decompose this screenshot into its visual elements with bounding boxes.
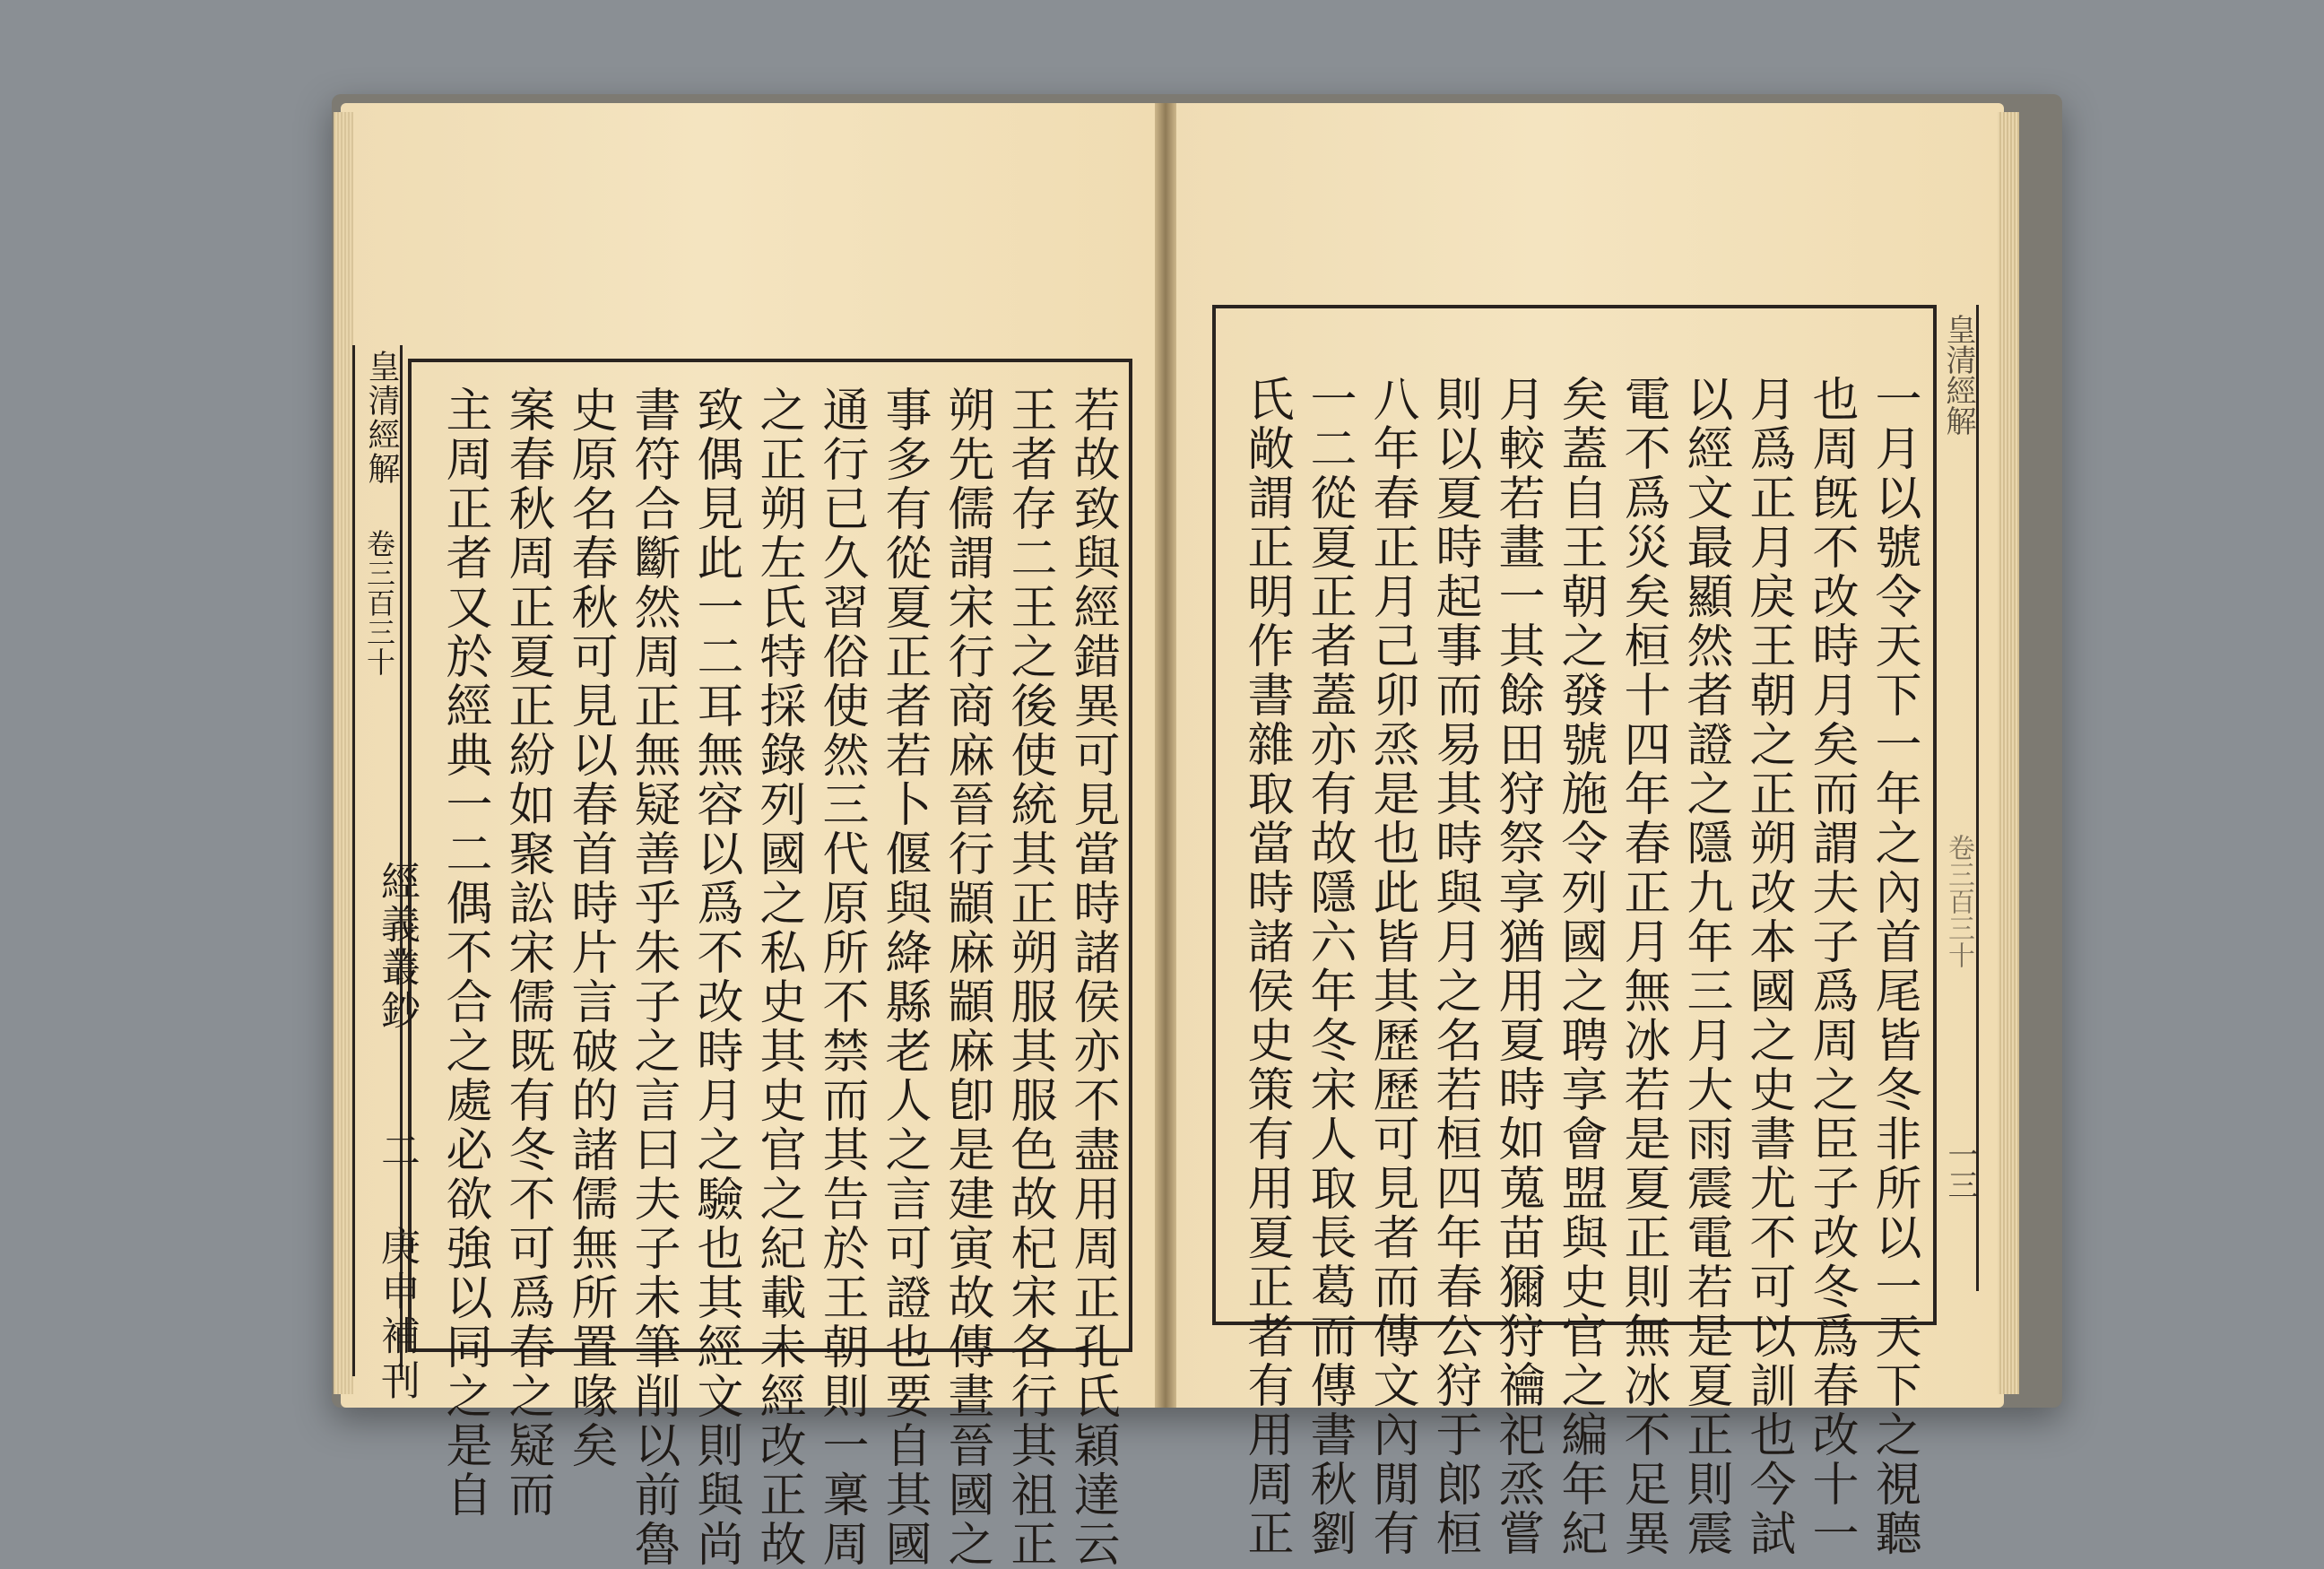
right-column-2: 也周旣不改時月矣而謂夫子爲周之臣子改冬爲春改十一 [1804,375,1858,1558]
left-column-11: 主周正者又於經典一二偶不合之處必欲強以同之是自 [438,386,491,1520]
right-column-4: 以經文最顯然者證之隱九年三月大雨震電若是夏正則震 [1678,375,1732,1558]
left-page-edges [334,112,353,1394]
right-column-8: 則以夏時起事而易其時與月之名若桓四年春公狩于郎桓 [1427,375,1481,1558]
left-column-4: 事多有從夏正者若卜偃與絳縣老人之言可證也要自其國 [877,386,931,1569]
right-column-1: 一月以號令天下一年之內首尾皆冬非所以一天下之視聽 [1867,375,1921,1558]
left-column-5: 通行已久習俗使然三代原所不禁而其告於王朝則一稟周 [814,386,868,1569]
left-column-8: 書符合斷然周正無疑善乎朱子之言曰夫子未筆削以前魯 [626,386,680,1569]
right-column-7: 月較若畫一其餘田狩祭享猶用夏時如蒐苗獮狩禴祀烝嘗 [1490,375,1544,1558]
left-column-2: 王者存二王之後使統其正朔服其服色故杞宋各行其祖正 [1002,386,1056,1569]
right-margin-leaf: 一三 [1942,1139,1978,1200]
right-margin-volume: 卷三百三十 [1943,834,1974,968]
left-column-6: 之正朔左氏特採錄列國之私史其史官之紀載未經改正故 [751,386,805,1569]
right-margin-title: 皇清經解 [1940,314,1976,436]
right-column-10: 一二從夏正者蓋亦有故隱六年冬宋人取長葛而傳書秋劉 [1302,375,1356,1558]
left-column-9: 史原名春秋可見以春首時片言破的諸儒無所置喙矣 [563,386,617,1470]
right-column-9: 八年春正月己卯烝是也此皆其歷歷可見者而傳文內閒有 [1365,375,1418,1558]
left-margin-title: 皇清經解 [363,350,400,486]
series-label: 經義叢鈔 [374,861,420,1033]
right-column-11: 氏敞謂正明作書雜取當時諸侯史策有用夏正者有用周正 [1239,375,1293,1558]
left-column-3: 朔先儒謂宋行商麻晉行顓麻顓麻卽是建寅故傳晝晉國之 [940,386,993,1569]
right-column-3: 月爲正月戾王朝之正朔改本國之史書尤不可以訓也今試 [1741,375,1795,1558]
left-column-7: 致偶見此一二耳無容以爲不改時月之驗也其經文則與尚 [689,386,742,1569]
right-page-edges [1998,112,2019,1394]
left-margin-volume: 卷三百三十 [362,529,396,677]
left-column-10: 案春秋周正夏正紛如聚訟宋儒既有冬不可爲春之疑而 [500,386,554,1520]
book-gutter [1155,103,1176,1408]
left-column-1: 若故致與經錯異可見當時諸侯亦不盡用周正孔氏穎達云 [1065,386,1119,1569]
right-column-6: 矣蓋自王朝之發號施令列國之聘享會盟與史官之編年紀 [1553,375,1607,1558]
page-label: 二 庚申補刊 [374,1130,420,1405]
right-column-5: 電不爲災矣桓十四年春正月無冰若是夏正則無冰不足異 [1616,375,1669,1558]
